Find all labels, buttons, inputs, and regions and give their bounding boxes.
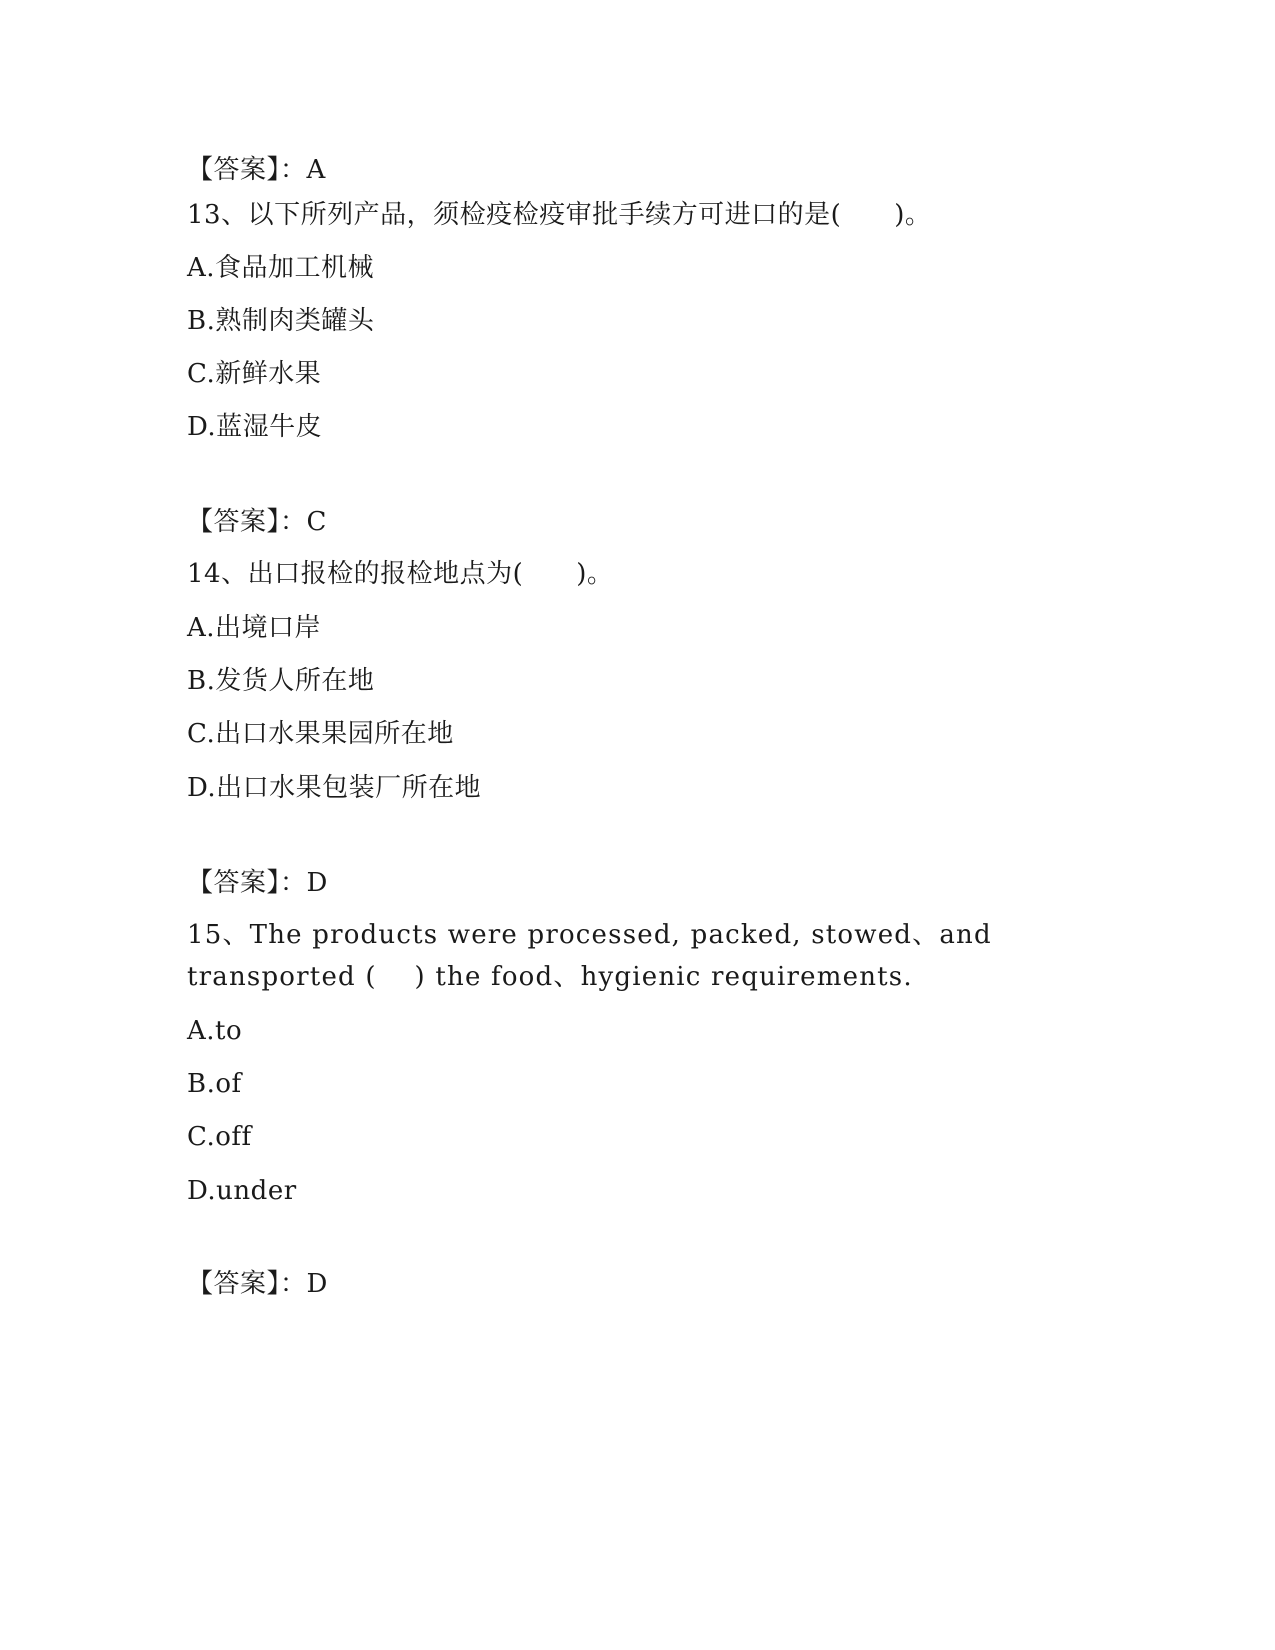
answer-label: 【答案】：D [187, 1269, 328, 1299]
question-15-option-c: C.off [187, 1122, 252, 1152]
answer-label: 【答案】：D [187, 868, 328, 898]
question-15-option-a: A.to [187, 1016, 243, 1046]
question-15-option-b: B.of [187, 1069, 242, 1099]
question-14-option-a: A.出境口岸 [187, 613, 322, 643]
question-13-option-b: B.熟制肉类罐头 [187, 306, 375, 336]
question-13-option-d: D.蓝湿牛皮 [187, 412, 323, 442]
question-14-stem: 14、出口报检的报检地点为( )。 [187, 559, 614, 589]
question-15-stem-line2: transported ( ) the food、hygienic requirements. [187, 962, 913, 992]
question-13-option-a: A.食品加工机械 [187, 253, 375, 283]
answer-label: 【答案】：A [187, 155, 326, 185]
question-15-option-d: D.under [187, 1176, 297, 1206]
question-14-option-c: C.出口水果果园所在地 [187, 719, 454, 749]
question-14-option-b: B.发货人所在地 [187, 666, 375, 696]
question-15-stem-line1: 15、The products were processed, packed, stowed、and [187, 920, 992, 950]
answer-label: 【答案】：C [187, 507, 327, 537]
question-14-option-d: D.出口水果包装厂所在地 [187, 773, 482, 803]
question-13-stem: 13、以下所列产品，须检疫检疫审批手续方可进口的是( )。 [187, 200, 932, 230]
question-13-option-c: C.新鲜水果 [187, 359, 322, 389]
